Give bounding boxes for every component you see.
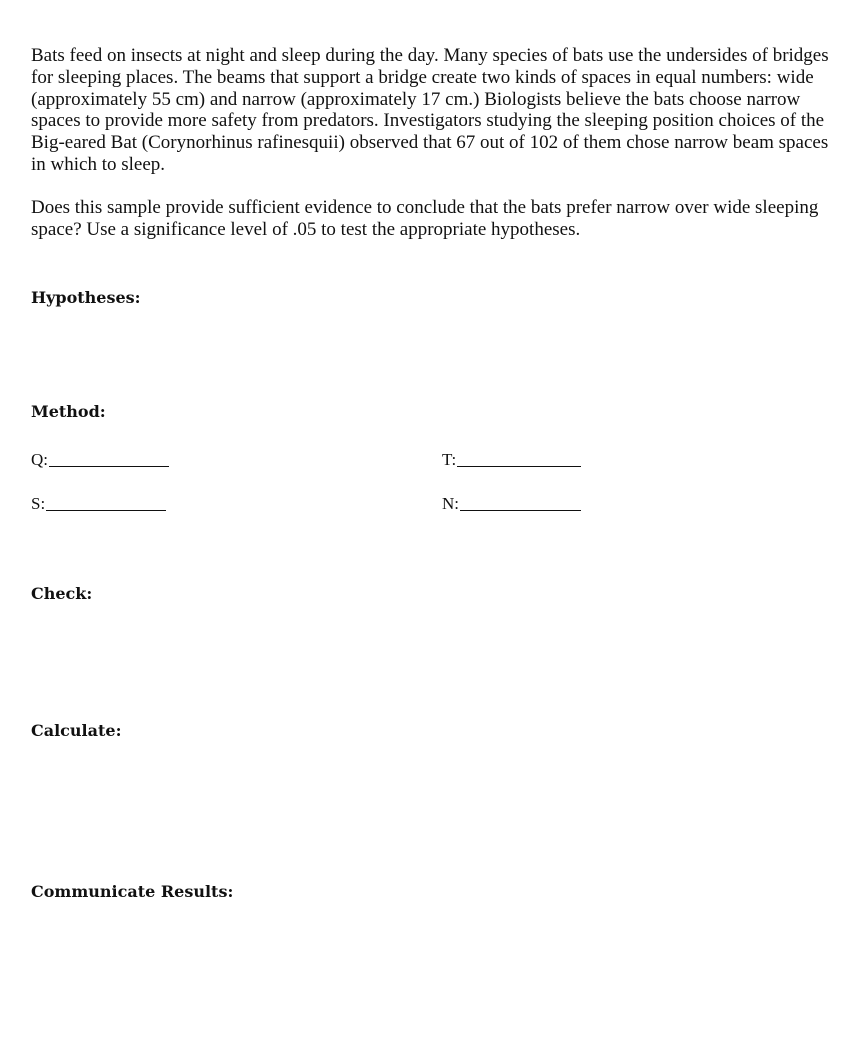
t-answer-field[interactable] (442, 450, 581, 470)
q-label: Q: (31, 450, 48, 469)
problem-paragraph-question: Does this sample provide sufficient evidence to conclude that the bats prefer narrow over wide sleeping space? Use a significance level of .05 to test the appropriate hypotheses. (31, 197, 819, 240)
problem-paragraph-context: Bats feed on insects at night and sleep during the day. Many species of bats use the undersides of bridges for sleeping places. The beams that support a bridge create two kinds of spaces in equal numbers: wide (approximately 55 cm) and narrow (approximately 17 cm.) Biologists believe the bats choose narrow spaces to provide more safety from predators. Investigators studying the sleeping position choices of the Big-eared Bat (Corynorhinus rafinesquii) observed that 67 out of 102 of them chose narrow beam spaces in which to sleep. (31, 45, 829, 175)
check-heading: Check: (31, 584, 93, 603)
method-heading: Method: (31, 402, 106, 421)
t-label: T: (442, 450, 457, 469)
s-answer-blank[interactable] (46, 509, 166, 511)
s-label: S: (31, 494, 46, 513)
n-answer-field[interactable] (442, 494, 581, 514)
calculate-heading: Calculate: (31, 721, 122, 740)
t-answer-blank[interactable] (457, 465, 581, 467)
s-answer-field[interactable] (31, 494, 166, 514)
n-label: N: (442, 494, 459, 513)
hypotheses-heading: Hypotheses: (31, 288, 141, 307)
communicate-results-heading: Communicate Results: (31, 882, 234, 901)
q-answer-field[interactable] (31, 450, 169, 470)
n-answer-blank[interactable] (460, 509, 581, 511)
q-answer-blank[interactable] (49, 465, 169, 467)
